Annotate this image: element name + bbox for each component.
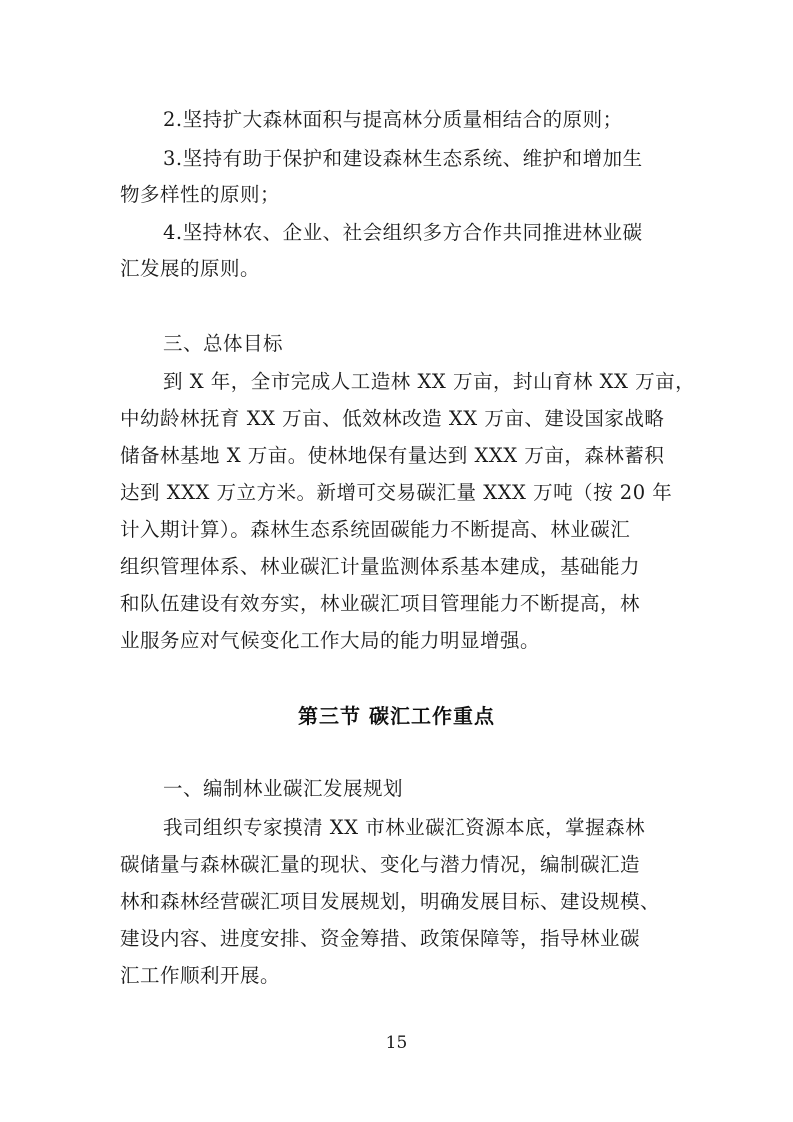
overall-goals-line-1: 到 X 年，全市完成人工造林 XX 万亩，封山育林 XX 万亩， bbox=[163, 370, 696, 393]
plan-line-1: 我司组织专家摸清 XX 市林业碳汇资源本底，掌握森林 bbox=[163, 816, 646, 839]
overall-goals-line-2: 中幼龄林抚育 XX 万亩、低效林改造 XX 万亩、建设国家战略 bbox=[120, 407, 665, 430]
principle-2: 2.坚持扩大森林面积与提高林分质量相结合的原则； bbox=[163, 108, 623, 131]
plan-line-3: 林和森林经营碳汇项目发展规划，明确发展目标、建设规模、 bbox=[120, 890, 661, 913]
overall-goals-line-8: 业服务应对气候变化工作大局的能力明显增强。 bbox=[120, 629, 541, 652]
overall-goals-line-5: 计入期计算）。森林生态系统固碳能力不断提高、林业碳汇 bbox=[120, 518, 631, 541]
principle-4-line-2: 汇发展的原则。 bbox=[120, 257, 261, 280]
principle-3-line-2: 物多样性的原则； bbox=[120, 183, 281, 206]
principle-3-line-1: 3.坚持有助于保护和建设森林生态系统、维护和增加生 bbox=[163, 147, 643, 170]
overall-goals-heading: 三、总体目标 bbox=[163, 332, 284, 355]
plan-line-4: 建设内容、进度安排、资金筹措、政策保障等，指导林业碳 bbox=[120, 927, 641, 950]
page-number: 15 bbox=[385, 1033, 408, 1053]
overall-goals-line-3: 储备林基地 X 万亩。使林地保有量达到 XXX 万亩，森林蓄积 bbox=[120, 444, 665, 467]
plan-line-5: 汇工作顺利开展。 bbox=[120, 964, 281, 987]
overall-goals-line-6: 组织管理体系、林业碳汇计量监测体系基本建成，基础能力 bbox=[120, 555, 641, 578]
overall-goals-line-7: 和队伍建设有效夯实，林业碳汇项目管理能力不断提高，林 bbox=[120, 592, 641, 615]
section-title: 第三节 碳汇工作重点 bbox=[298, 704, 495, 728]
plan-line-2: 碳储量与森林碳汇量的现状、变化与潜力情况，编制碳汇造 bbox=[120, 853, 641, 876]
overall-goals-line-4: 达到 XXX 万立方米。新增可交易碳汇量 XXX 万吨（按 20 年 bbox=[120, 481, 673, 504]
principle-4-line-1: 4.坚持林农、企业、社会组织多方合作共同推进林业碳 bbox=[163, 221, 643, 244]
plan-heading: 一、编制林业碳汇发展规划 bbox=[163, 777, 404, 800]
